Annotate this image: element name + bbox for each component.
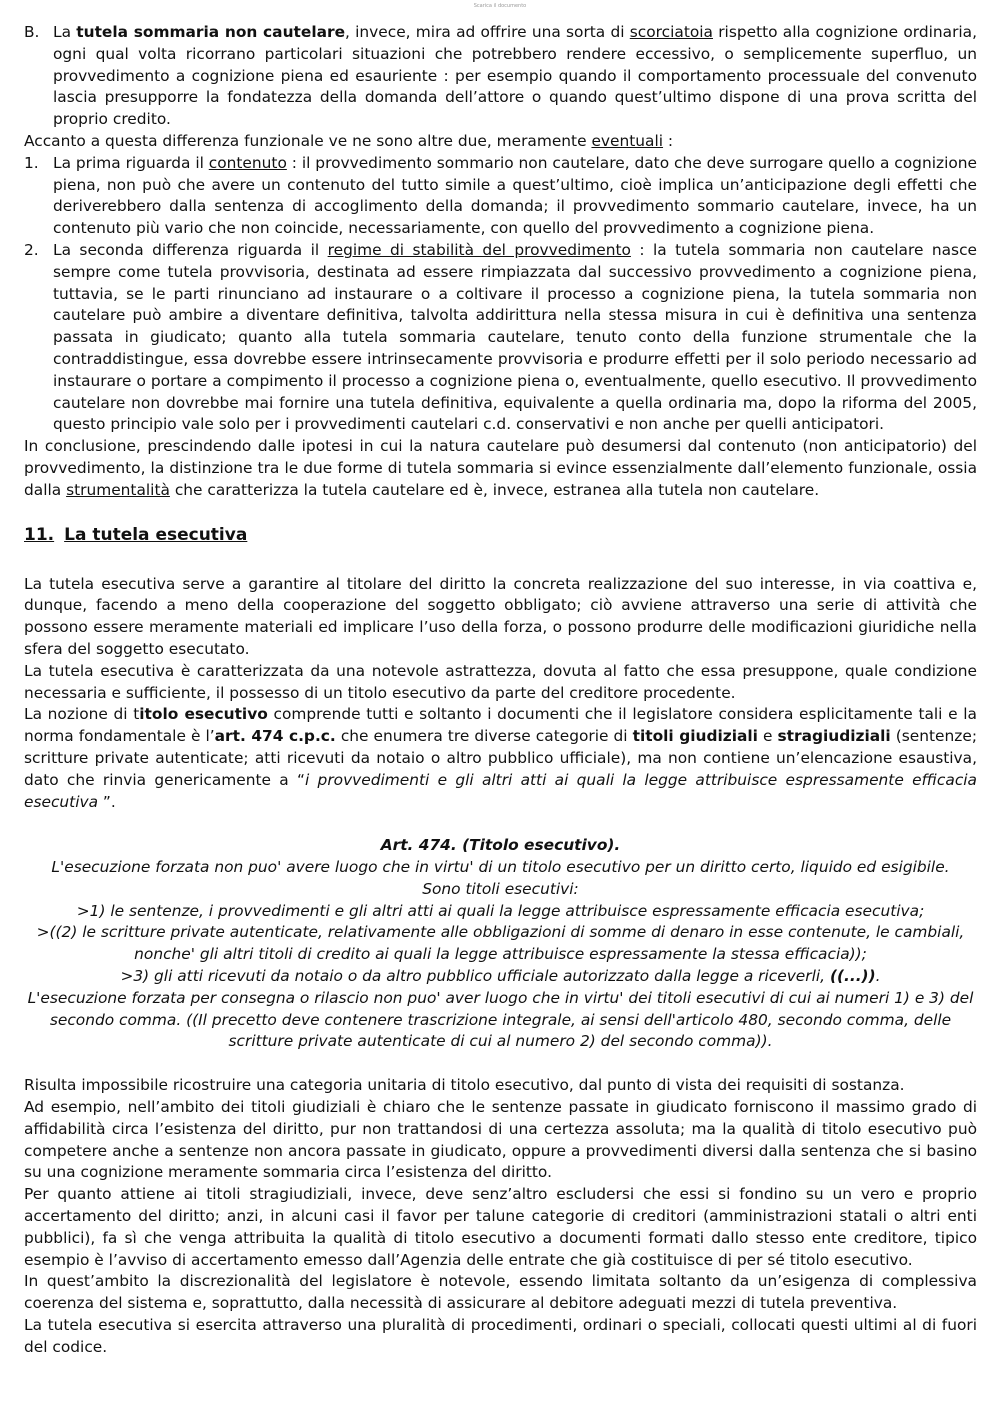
text-run: e	[757, 727, 778, 746]
paragraph: La tutela esecutiva è caratterizzata da una notevole astrattezza, dovuta al fatto che essa presuppone, quale condizione necessaria e sufficiente, il possesso di un titolo esecutivo da parte del creditore procedente.	[24, 661, 977, 702]
list-item-1	[24, 153, 977, 240]
text-run: Accanto a questa differenza funzionale ve ne sono altre due, meramente	[24, 131, 592, 150]
text-run: comprende tutti e soltanto i documenti che il legislatore considera esplicitamente tali e la norma fondamentale è l’	[24, 705, 977, 746]
paragraph: Per quanto attiene ai titoli stragiudiziali, invece, deve senz’altro escludersi che essi si fondino su un vero e proprio accertamento del diritto; anzi, in alcuni casi il favor per talune categorie di creditori (amministrazioni statali o altri enti pubblici), fa sì che venga attribuita la qualità di titolo esecutivo a documenti formati dallo stesso ente creditore, tipico esempio è l’avviso di accertamento emesso dall’Agenzia delle entrate che già costituisce di per sé titolo esecutivo.	[24, 1185, 977, 1269]
paragraph: In quest’ambito la discrezionalità del legislatore è notevole, essendo limitata soltanto da un’esigenza di complessiva coerenza del sistema e, soprattutto, dalla necessità di assicurare al debitore adeguati mezzi di tutela preventiva.	[24, 1272, 977, 1313]
conclusion-paragraph	[24, 436, 977, 501]
text-run: La nozione di t	[24, 705, 140, 724]
bold-term: itolo esecutivo	[139, 705, 268, 724]
accanto-paragraph	[24, 131, 977, 153]
text-run: (sentenze; scritture private autenticate; atti ricevuti da notaio o altro pubblico ufficiale), ma non contiene un’elencazione esaustiva, dato che rinvia genericamente a “	[24, 727, 977, 789]
section-b-text	[53, 22, 977, 131]
text-run: rispetto alla cognizione ordinaria, ogni qual volta ricorrano particolari situazioni che potrebbero rendere eccessivo, o semplicemente superfluo, un provvedimento a cognizione piena ed esauriente : per esempio quando il comportamento processuale del convenuto lascia presupporre la fondatezza della domanda dell’attore o quando quest’ultimo dispone di una prova scritta del proprio credito.	[53, 23, 977, 129]
underlined-term: eventuali	[591, 131, 664, 150]
spacer	[24, 1053, 977, 1075]
list-item-text	[53, 240, 977, 436]
paragraph	[24, 704, 977, 813]
section-heading	[24, 524, 977, 546]
bold-term: ((...))	[829, 967, 876, 986]
text-run: : la tutela sommaria non cautelare nasce sempre come tutela provvisoria, destinata ad essere rimpiazzata dal successivo provvedimento a cognizione piena, tuttavia, se le parti rinunciano ad instaurare o a coltivare il processo a cognizione piena, la tutela sommaria non cautelare può ambire a diventare definitiva, talvolta addirittura nella stessa misura in cui è definitiva una sentenza passata in giudicato; quanto alla tutela sommaria cautelare, tenuto conto della funzione strumentale che la contraddistingue, essa dovrebbe essere intrinsecamente provvisoria e produrre effetti per il solo periodo necessario ad instaurare o portare a compimento il processo a cognizione piena o, eventualmente, quello esecutivo. Il provvedimento cautelare non dovrebbe mai fornire una tutela definitiva, equivalente a quella ordinaria ma, dopo la riforma del 2005, questo principio vale solo per i provvedimenti cautelari c.d. conservativi e non anche per quelli anticipatori.	[53, 240, 978, 434]
bold-term: stragiudiziali	[777, 727, 891, 746]
section-title: La tutela esecutiva	[64, 524, 248, 545]
text-run: >3) gli atti ricevuti da notaio o da altro pubblico ufficiale autorizzato dalla legge a riceverli,	[120, 967, 830, 986]
bold-term: art. 474 c.p.c.	[214, 727, 336, 746]
underlined-term: scorciatoia	[629, 23, 713, 41]
paragraph: La tutela esecutiva si esercita attraverso una pluralità di procedimenti, ordinari o speciali, collocati questi ultimi al di fuori del codice.	[24, 1316, 977, 1356]
text-run: .	[875, 967, 881, 986]
list-marker: B.	[24, 23, 40, 41]
page-header-text: Scarica il documento	[473, 3, 527, 9]
underlined-term: strumentalità	[66, 480, 170, 499]
section-number: 11.	[24, 524, 55, 545]
law-line: >((2) le scritture private autenticate, relativamente alle obbligazioni di somme di denaro in esse contenute, le cambiali, nonche' gli altri titoli di credito ai quali la legge attribuisce espressamente la stessa efficacia));	[36, 923, 965, 964]
law-title: Art. 474. (Titolo esecutivo).	[380, 836, 621, 855]
italic-quote: i provvedimenti e gli altri atti ai quali la legge attribuisce espressamente efficacia esecutiva	[24, 770, 977, 811]
text-run: : il provvedimento sommario non cautelare, dato che deve surrogare quello a cognizione piena, non può che avere un contenuto del tutto simile a quest’ultimo, cioè implica un’anticipazione degli effetti che deriverebbero dalla sentenza di accoglimento della domanda; il provvedimento sommario cautelare, invece, ha un contenuto più vario che non coincide, necessariamente, con quello del provvedimento a cognizione piena.	[53, 153, 977, 238]
law-line: Sono titoli esecutivi:	[422, 879, 579, 898]
text-run: che enumera tre diverse categorie di	[335, 727, 633, 746]
list-marker: 2.	[24, 240, 39, 259]
text-run: ”.	[98, 792, 116, 811]
text-run: :	[663, 131, 674, 150]
list-item-text	[53, 153, 977, 240]
law-line	[24, 966, 977, 988]
underlined-term: contenuto	[208, 153, 287, 172]
text-run: In conclusione, prescindendo dalle ipotesi in cui la natura cautelare può desumersi dal contenuto (non anticipatorio) del provvedimento, la distinzione tra le due forme di tutela sommaria si evince essenzialmente dall’elemento funzionale, ossia dalla	[24, 437, 977, 499]
section-b	[24, 22, 977, 131]
text-run: La seconda differenza riguarda il	[53, 240, 328, 259]
paragraph: La tutela esecutiva serve a garantire al titolare del diritto la concreta realizzazione del suo interesse, in via coattiva e, dunque, facendo a meno della cooperazione del soggetto obbligato; ciò avviene attraverso una serie di attività che possono essere meramente materiali ed implicare l’uso della forza, o possono produrre delle modificazioni giuridiche nella sfera del soggetto esecutato.	[24, 574, 977, 658]
text-run: che caratterizza la tutela cautelare ed è, invece, estranea alla tutela non cautelare.	[169, 480, 820, 499]
document-page	[24, 22, 977, 1359]
law-line: >1) le sentenze, i provvedimenti e gli altri atti ai quali la legge attribuisce espressamente efficacia esecutiva;	[76, 901, 925, 920]
underlined-term: regime di stabilità del provvedimento	[327, 240, 631, 259]
paragraph: Risulta impossibile ricostruire una categoria unitaria di titolo esecutivo, dal punto di vista dei requisiti di sostanza.	[24, 1076, 905, 1095]
bold-term: titoli giudiziali	[632, 727, 758, 746]
law-quote-block	[24, 835, 977, 1053]
text-run: La prima riguarda il	[53, 153, 209, 172]
list-item-2	[24, 240, 977, 436]
text-run: , invece, mira ad offrire una sorta di	[345, 23, 630, 41]
law-line: L'esecuzione forzata non puo' avere luogo che in virtu' di un titolo esecutivo per un diritto certo, liquido ed esigibile.	[51, 858, 950, 877]
text-run: La	[53, 23, 77, 41]
list-marker: 1.	[24, 153, 39, 172]
law-line: L'esecuzione forzata per consegna o rilascio non puo' aver luogo che in virtu' dei titoli esecutivi di cui ai numeri 1) e 3) del secondo comma. ((Il precetto deve contenere trascrizione integrale, ai sensi dell'articolo 480, secondo comma, delle scritture private autenticate di cui al numero 2) del secondo comma)).	[27, 988, 974, 1051]
paragraph: Ad esempio, nell’ambito dei titoli giudiziali è chiaro che le sentenze passate in giudicato forniscono il massimo grado di affidabilità circa l’esistenza del diritto, pur non trattandosi di una certezza assoluta; ma la qualità di titolo esecutivo può competere anche a sentenze non ancora passate in giudicato, oppure a provvedimenti diversi dalla sentenza che si basino su una cognizione meramente sommaria circa l’esistenza del diritto.	[24, 1098, 977, 1182]
bold-term: tutela sommaria non cautelare	[76, 23, 346, 41]
